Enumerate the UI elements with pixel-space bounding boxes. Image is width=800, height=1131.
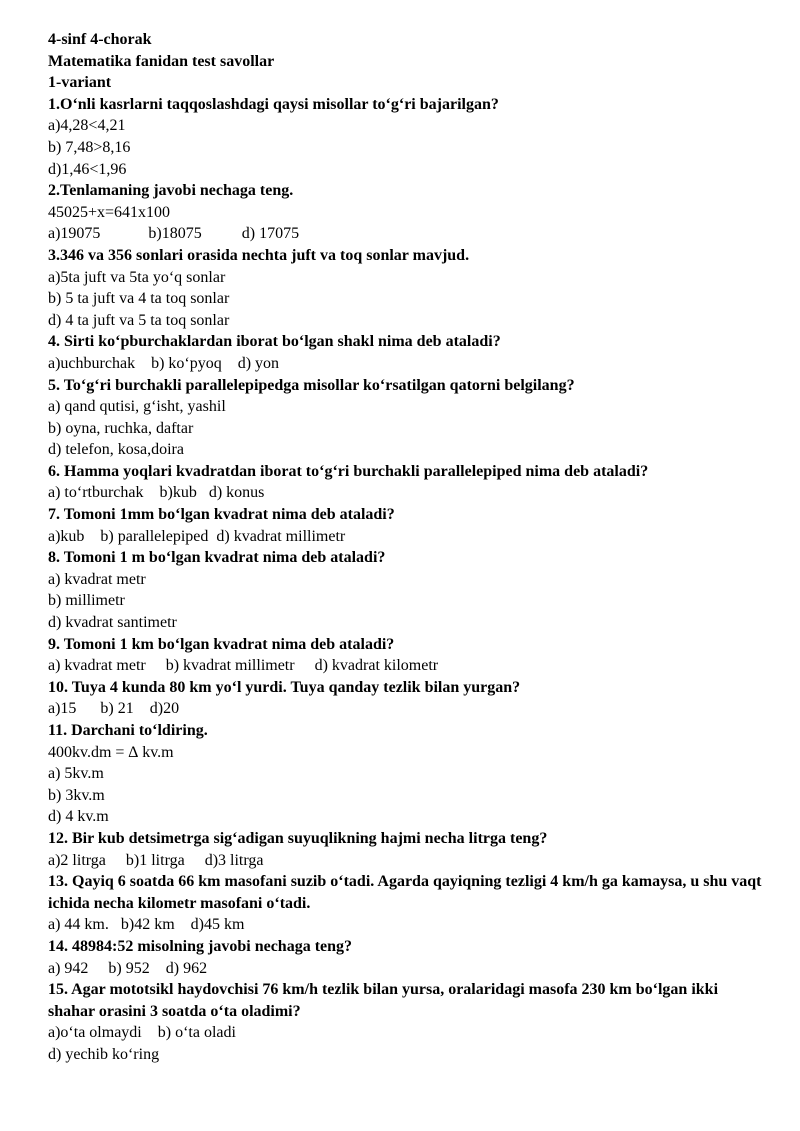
question-text: 12. Bir kub detsimetrga sig‘adigan suyuqlikning hajmi necha litrga teng? — [48, 829, 548, 847]
question-block — [48, 180, 768, 245]
answer-line: a) kvadrat metr b) kvadrat millimetr d) kvadrat kilometr — [48, 657, 439, 675]
question-text: 1.O‘nli kasrlarni taqqoslashdagi qaysi misollar to‘g‘ri bajarilgan? — [48, 95, 499, 113]
question-block — [48, 828, 768, 871]
question-block — [48, 375, 768, 461]
answer-line: a)5ta juft va 5ta yo‘q sonlar — [48, 268, 226, 286]
answer-line: a) kvadrat metr — [48, 570, 146, 588]
question-block — [48, 331, 768, 374]
question-block — [48, 979, 768, 1065]
answer-line: a)uchburchak b) ko‘pyoq d) yon — [48, 354, 280, 372]
question-text: 11. Darchani to‘ldiring. — [48, 722, 208, 739]
question-text: 5. To‘g‘ri burchakli parallelepipedga misollar ko‘rsatilgan qatorni belgilang? — [48, 376, 575, 394]
question-block — [48, 634, 768, 677]
grade-heading: 4-sinf 4-chorak — [48, 31, 152, 48]
question-block — [48, 504, 768, 547]
question-block — [48, 94, 768, 180]
question-text: 14. 48984:52 misolning javobi nechaga teng? — [48, 937, 353, 955]
question-text: 9. Tomoni 1 km bo‘lgan kvadrat nima deb ataladi? — [48, 635, 395, 653]
question-text: 4. Sirti ko‘pburchaklardan iborat bo‘lgan shakl nima deb ataladi? — [48, 333, 501, 351]
variant-heading: 1-variant — [48, 74, 112, 92]
question-text: 10. Tuya 4 kunda 80 km yo‘l yurdi. Tuya qanday tezlik bilan yurgan? — [48, 678, 521, 696]
question-block — [48, 547, 768, 633]
answer-line: d) telefon, kosa,doira — [48, 441, 184, 459]
question-text: 2.Tenlamaning javobi nechaga teng. — [48, 182, 294, 200]
answer-line: a)2 litrga b)1 litrga d)3 litrga — [48, 851, 264, 869]
question-block — [48, 936, 768, 979]
answer-line: a) to‘rtburchak b)kub d) konus — [48, 484, 265, 502]
answer-line: a)o‘ta olmaydi b) o‘ta oladi — [48, 1024, 236, 1042]
answer-line: a) qand qutisi, g‘isht, yashil — [48, 398, 226, 416]
question-list — [48, 94, 768, 1066]
question-text: 6. Hamma yoqlari kvadratdan iborat to‘g‘ri burchakli parallelepiped nima deb ataladi? — [48, 462, 649, 480]
question-text: 7. Tomoni 1mm bo‘lgan kvadrat nima deb ataladi? — [48, 506, 395, 524]
question-block — [48, 245, 768, 331]
question-block — [48, 871, 768, 936]
subject-heading: Matematika fanidan test savollar — [48, 52, 275, 70]
answer-line: d)1,46<1,96 — [48, 160, 127, 178]
question-text: 3.346 va 356 sonlari orasida nechta juft va toq sonlar mavjud. — [48, 246, 470, 264]
answer-line: a)4,28<4,21 — [48, 117, 126, 135]
answer-line: a)19075 b)18075 d) 17075 — [48, 225, 300, 243]
answer-line: a)15 b) 21 d)20 — [48, 700, 180, 718]
answer-line: b) oyna, ruchka, daftar — [48, 419, 194, 437]
answer-line: d) yechib ko‘ring — [48, 1045, 160, 1063]
question-text: 8. Tomoni 1 m bo‘lgan kvadrat nima deb ataladi? — [48, 549, 386, 567]
question-block — [48, 720, 768, 828]
answer-line: 45025+x=641x100 — [48, 203, 171, 221]
answer-line: a) 44 km. b)42 km d)45 km — [48, 916, 245, 934]
answer-line: 400kv.dm = ∆ kv.m — [48, 743, 174, 761]
answer-line: b) 5 ta juft va 4 ta toq sonlar — [48, 290, 230, 308]
answer-line: a) 942 b) 952 d) 962 — [48, 959, 208, 977]
question-block — [48, 461, 768, 504]
question-block — [48, 677, 768, 720]
question-text: 15. Agar mototsikl haydovchisi 76 km/h tezlik bilan yursa, oralaridagi masofa 230 km bo‘lgan ikki shahar orasini 3 soatda o‘ta oladimi? — [48, 981, 719, 1020]
answer-line: b) millimetr — [48, 592, 125, 610]
answer-line: b) 3kv.m — [48, 786, 105, 804]
answer-line: d) 4 ta juft va 5 ta toq sonlar — [48, 311, 230, 329]
answer-line: a) 5kv.m — [48, 765, 104, 783]
document-page — [48, 29, 768, 1066]
answer-line: b) 7,48>8,16 — [48, 138, 131, 156]
question-text: 13. Qayiq 6 soatda 66 km masofani suzib o‘tadi. Agarda qayiqning tezligi 4 km/h ga kamaysa, u shu vaqt ichida necha kilometr masofani o‘tadi. — [48, 873, 762, 912]
answer-line: d) 4 kv.m — [48, 808, 109, 826]
answer-line: a)kub b) parallelepiped d) kvadrat millimetr — [48, 527, 346, 545]
answer-line: d) kvadrat santimetr — [48, 614, 177, 632]
